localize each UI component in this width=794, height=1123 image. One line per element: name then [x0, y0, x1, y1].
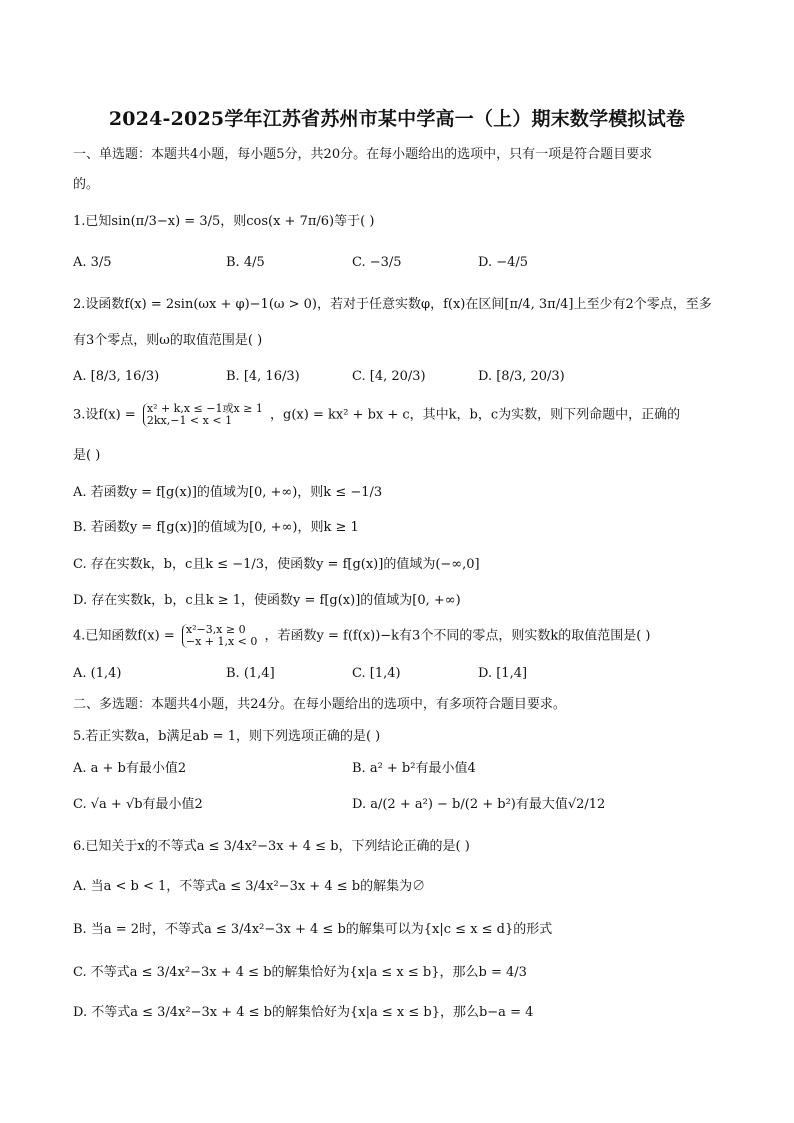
q1-stem: 1.已知sin(π/3−x) = 3/5，则cos(x + 7π/6)等于( )	[73, 214, 375, 229]
q1-option-a: A. 3/5	[73, 255, 112, 270]
section1-heading-cont: 的。	[73, 177, 100, 192]
q5-option-b: B. a² + b²有最小值4	[352, 761, 476, 776]
q4-piece-2: −x + 1,x < 0	[185, 635, 258, 648]
q3-option-c: C. 存在实数k，b，c且k ≤ −1/3，使函数y = f[g(x)]的值域为(−∞,0]	[73, 557, 480, 572]
q2-option-d: D. [8/3, 20/3)	[478, 369, 565, 384]
q3-piece-1: x² + k,x ≤ −1或x ≥ 1	[146, 402, 263, 415]
q2-stem: 2.设函数f(x) = 2sin(ωx + φ)−1(ω > 0)，若对于任意实数φ，f(x)在区间[π/4, 3π/4]上至少有2个零点，至多	[73, 297, 712, 312]
q3-option-a: A. 若函数y = f[g(x)]的值域为[0, +∞)，则k ≤ −1/3	[73, 485, 383, 500]
q4-piecewise-brace	[182, 624, 258, 648]
q4-option-b: B. (1,4]	[226, 666, 275, 681]
q6-option-d: D. 不等式a ≤ 3/4x²−3x + 4 ≤ b的解集恰好为{x|a ≤ x ≤ b}，那么b−a = 4	[73, 1005, 534, 1020]
q3-option-b: B. 若函数y = f[g(x)]的值域为[0, +∞)，则k ≥ 1	[73, 520, 359, 535]
q1-option-b: B. 4/5	[226, 255, 265, 270]
q6-option-a: A. 当a < b < 1，不等式a ≤ 3/4x²−3x + 4 ≤ b的解集为∅	[73, 879, 426, 894]
q3-stem-cont: 是( )	[73, 448, 101, 463]
q4-option-d: D. [1,4]	[478, 666, 528, 681]
q2-option-a: A. [8/3, 16/3)	[73, 369, 160, 384]
q4-stem-post: ，若函数y = f(f(x))−k有3个不同的零点，则实数k的取值范围是( )	[264, 628, 651, 644]
q3-stem-pre: 3.设f(x) =	[73, 407, 136, 423]
q3-stem	[73, 403, 680, 427]
q6-option-c: C. 不等式a ≤ 3/4x²−3x + 4 ≤ b的解集恰好为{x|a ≤ x ≤ b}，那么b = 4/3	[73, 965, 527, 980]
q4-option-a: A. (1,4)	[73, 666, 122, 681]
section2-heading: 二、多选题：本题共4小题，共24分。在每小题给出的选项中，有多项符合题目要求。	[73, 697, 566, 712]
q5-stem: 5.若正实数a，b满足ab = 1，则下列选项正确的是( )	[73, 729, 381, 744]
q5-option-c: C. √a + √b有最小值2	[73, 797, 203, 812]
page-title: 2024-2025学年江苏省苏州市某中学高一（上）期末数学模拟试卷	[108, 108, 686, 130]
q3-piecewise-brace	[143, 403, 263, 427]
q2-option-b: B. [4, 16/3)	[226, 369, 300, 384]
q1-option-d: D. −4/5	[478, 255, 529, 270]
q5-option-a: A. a + b有最小值2	[73, 761, 187, 776]
section1-heading: 一、单选题：本题共4小题，每小题5分，共20分。在每小题给出的选项中，只有一项是符合题目要求	[73, 147, 653, 162]
q2-stem-cont: 有3个零点，则ω的取值范围是( )	[73, 333, 263, 348]
q5-option-d: D. a/(2 + a²) − b/(2 + b²)有最大值√2/12	[352, 797, 606, 812]
q4-stem	[73, 624, 651, 648]
q6-option-b: B. 当a = 2时，不等式a ≤ 3/4x²−3x + 4 ≤ b的解集可以为{x|c ≤ x ≤ d}的形式	[73, 922, 553, 937]
q4-piece-1: x²−3,x ≥ 0	[185, 623, 246, 636]
q3-stem-post: ，g(x) = kx² + bx + c，其中k，b，c为实数，则下列命题中，正确的	[270, 407, 681, 423]
q3-option-d: D. 存在实数k，b，c且k ≥ 1，使函数y = f[g(x)]的值域为[0, +∞)	[73, 593, 461, 608]
q3-piece-2: 2kx,−1 < x < 1	[146, 414, 233, 427]
q6-stem: 6.已知关于x的不等式a ≤ 3/4x²−3x + 4 ≤ b，下列结论正确的是( )	[73, 839, 470, 854]
q2-option-c: C. [4, 20/3)	[352, 369, 426, 384]
q4-stem-pre: 4.已知函数f(x) =	[73, 628, 175, 644]
q1-option-c: C. −3/5	[352, 255, 402, 270]
q4-option-c: C. [1,4)	[352, 666, 401, 681]
